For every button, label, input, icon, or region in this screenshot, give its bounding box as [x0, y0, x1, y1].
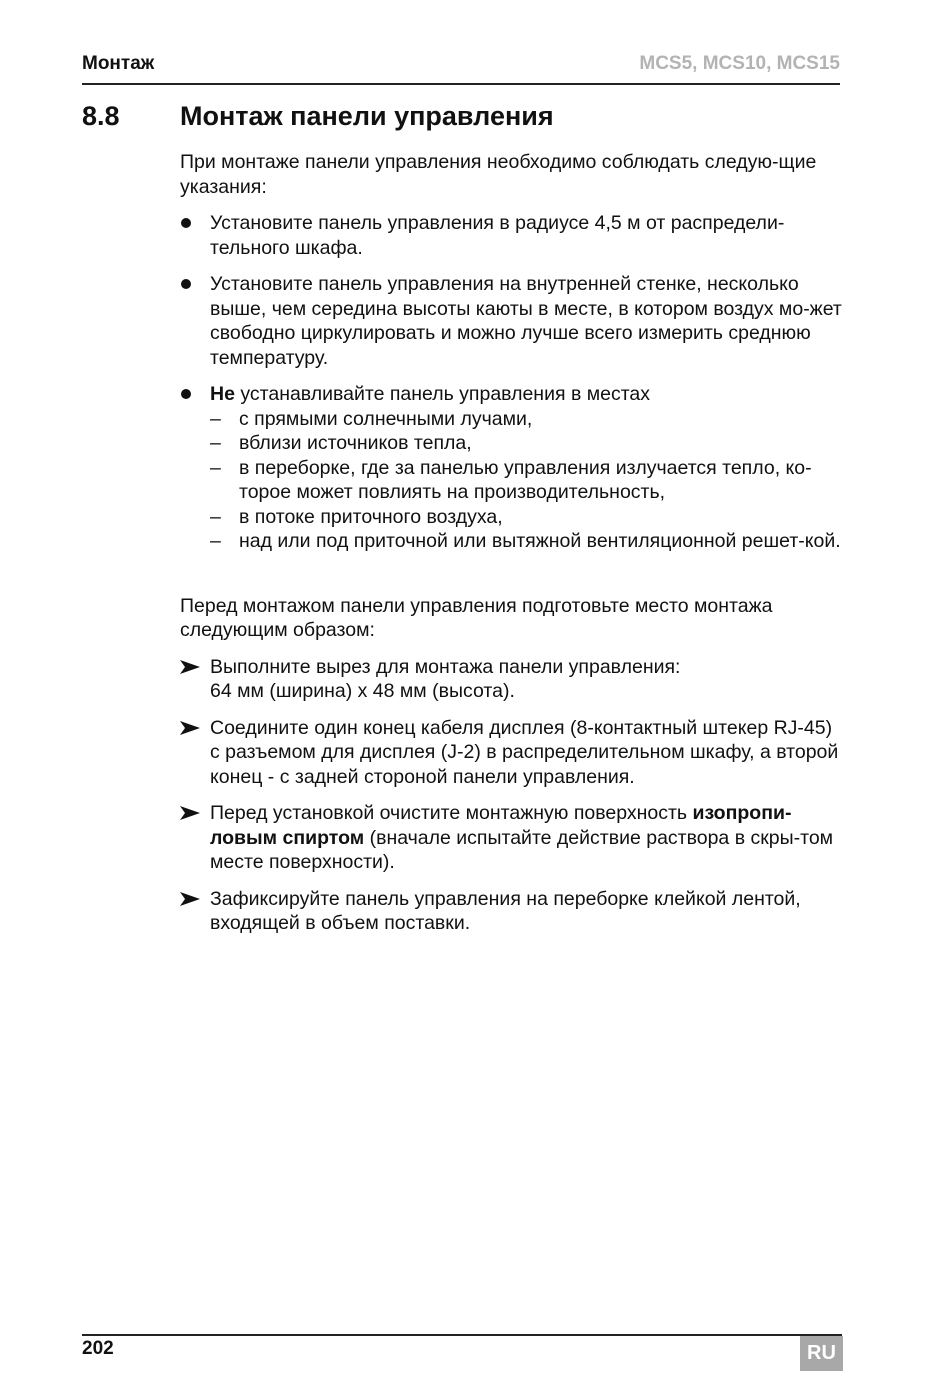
header-model-names: MCS5, MCS10, MCS15 [639, 53, 840, 74]
list-item-text: устанавливайте панель управления в местах [234, 383, 651, 405]
bullet-dot-icon [181, 218, 191, 228]
instructions-list [180, 211, 845, 554]
footer-divider [82, 1334, 842, 1336]
step-item [180, 655, 845, 704]
section-number: 8.8 [82, 101, 120, 131]
intro-paragraph: При монтаже панели управления необходимо соблюдать следую-щие указания: [180, 151, 817, 198]
step-item [180, 887, 845, 936]
header-section-name: Монтаж [82, 53, 155, 74]
sub-list-item [210, 505, 845, 530]
dash-marker: – [210, 505, 221, 528]
sub-list-item [210, 431, 845, 456]
list-item [180, 272, 845, 370]
page-content [180, 150, 845, 948]
step-text: (вначале испытайте действие раствора в скры-том месте поверхности). [210, 826, 834, 873]
dash-marker: – [210, 530, 221, 552]
step-text: Выполните вырез для монтажа панели управления: [210, 655, 681, 678]
header-divider [82, 83, 840, 85]
list-item [180, 382, 845, 554]
emphasis-text: Не [210, 383, 235, 405]
bullet-dot-icon [181, 279, 191, 289]
step-text: Зафиксируйте панель управления на переборке клейкой лентой, входящей в объем поставки. [210, 887, 801, 934]
emphasis-text: изопропи-ловым спиртом [210, 802, 792, 849]
step-text: Соедините один конец кабеля дисплея (8-контактный штекер RJ-45) с разъемом для дисплея (J-2) в распределительном шкафу, а второй конец - с задней стороной панели управления. [210, 716, 839, 788]
dash-marker: – [210, 407, 221, 430]
bullet-dot-icon [181, 389, 191, 399]
sub-list-item-text: над или под приточной или вытяжной вентиляционной решет-кой. [239, 530, 841, 552]
dash-marker: – [210, 432, 221, 454]
list-item-text: Установите панель управления в радиусе 4,5 м от распредели-тельного шкафа. [210, 212, 785, 259]
arrow-right-icon [180, 660, 200, 674]
arrow-right-icon [180, 892, 200, 906]
list-item [180, 211, 845, 260]
sub-list-item [210, 407, 845, 432]
arrow-right-icon [180, 721, 200, 735]
sub-list-item [210, 529, 845, 554]
step-item [180, 801, 845, 875]
page-number: 202 [82, 1338, 114, 1359]
sub-list-item-text: с прямыми солнечными лучами, [239, 407, 533, 430]
sub-list-item-text: в потоке приточного воздуха, [239, 505, 503, 528]
section-title: Монтаж панели управления [180, 101, 554, 131]
preparation-intro: Перед монтажом панели управления подготовьте место монтажа следующим образом: [180, 594, 773, 641]
language-badge: RU [800, 1336, 843, 1371]
sub-list-item [210, 456, 845, 505]
arrow-right-icon [180, 806, 200, 820]
step-text: Перед установкой очистите монтажную поверхность [210, 802, 693, 824]
list-item-text: Установите панель управления на внутренней стенке, несколько выше, чем середина высоты каюты в месте, в котором воздух мо-жет свободно циркулировать и можно лучше всего измерить среднюю температуру. [210, 273, 842, 369]
sub-list-item-text: в переборке, где за панелью управления излучается тепло, ко-торое может повлиять на производительность, [239, 456, 812, 503]
steps-list [180, 655, 845, 936]
dash-marker: – [210, 456, 221, 479]
step-text-dimensions: 64 мм (ширина) x 48 мм (высота). [210, 680, 515, 702]
sub-list [210, 407, 845, 554]
step-item [180, 716, 845, 790]
sub-list-item-text: вблизи источников тепла, [239, 432, 472, 454]
